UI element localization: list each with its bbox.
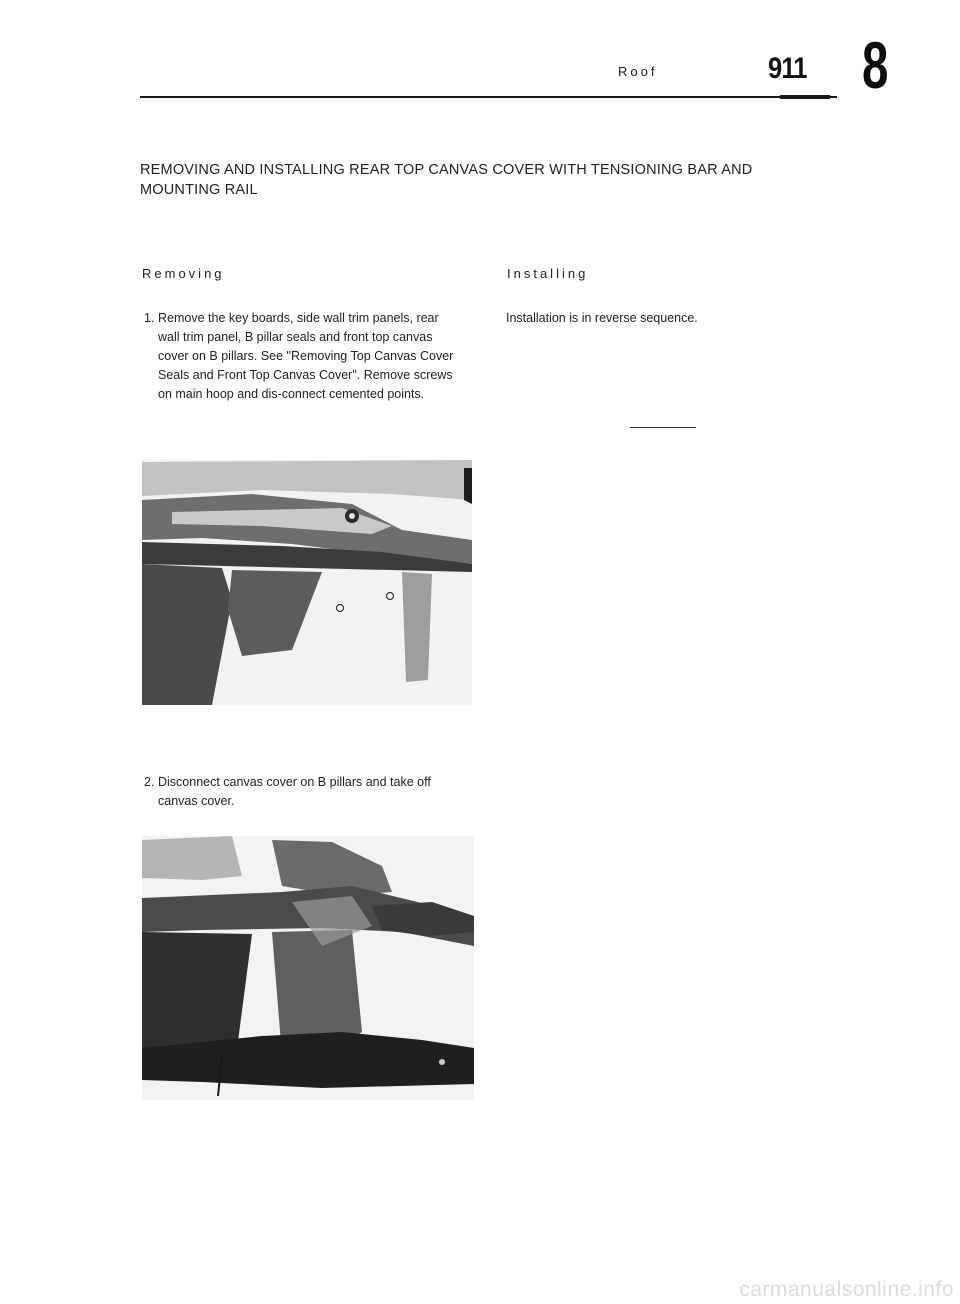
- step-2: [144, 773, 454, 811]
- step-1-text: Remove the key boards, side wall trim panels, rear wall trim panel, B pillar seals and front top canvas cover on B pillars. See "Removing Top Canvas Cover Seals and Front Top Canvas Cover". Remove screws on main hoop and dis-connect cemented points.: [158, 311, 454, 401]
- step-1: [144, 309, 454, 404]
- photo-canvas-cover-removal-image: [142, 836, 474, 1100]
- photo-roof-main-hoop-image: [142, 460, 472, 705]
- section-title: Roof: [618, 64, 658, 79]
- page-title: REMOVING AND INSTALLING REAR TOP CANVAS COVER WITH TENSIONING BAR AND MOUNTING RAIL: [140, 162, 753, 198]
- model-number: 911: [768, 52, 807, 85]
- divider: [630, 427, 696, 428]
- installing-heading: Installing: [507, 266, 589, 281]
- step-2-number: 2.: [144, 775, 155, 789]
- header-rule: [140, 96, 837, 98]
- installing-text: Installation is in reverse sequence.: [506, 311, 698, 325]
- step-1-number: 1.: [144, 311, 155, 325]
- photo-roof-main-hoop: [142, 460, 472, 705]
- watermark: carmanualsonline.info: [739, 1278, 954, 1301]
- step-2-text: Disconnect canvas cover on B pillars and take off canvas cover.: [158, 775, 431, 808]
- header-rule-accent: [780, 95, 830, 99]
- chapter-number: 8: [862, 28, 889, 102]
- removing-heading: Removing: [142, 266, 225, 281]
- photo-canvas-cover-removal: [142, 836, 474, 1100]
